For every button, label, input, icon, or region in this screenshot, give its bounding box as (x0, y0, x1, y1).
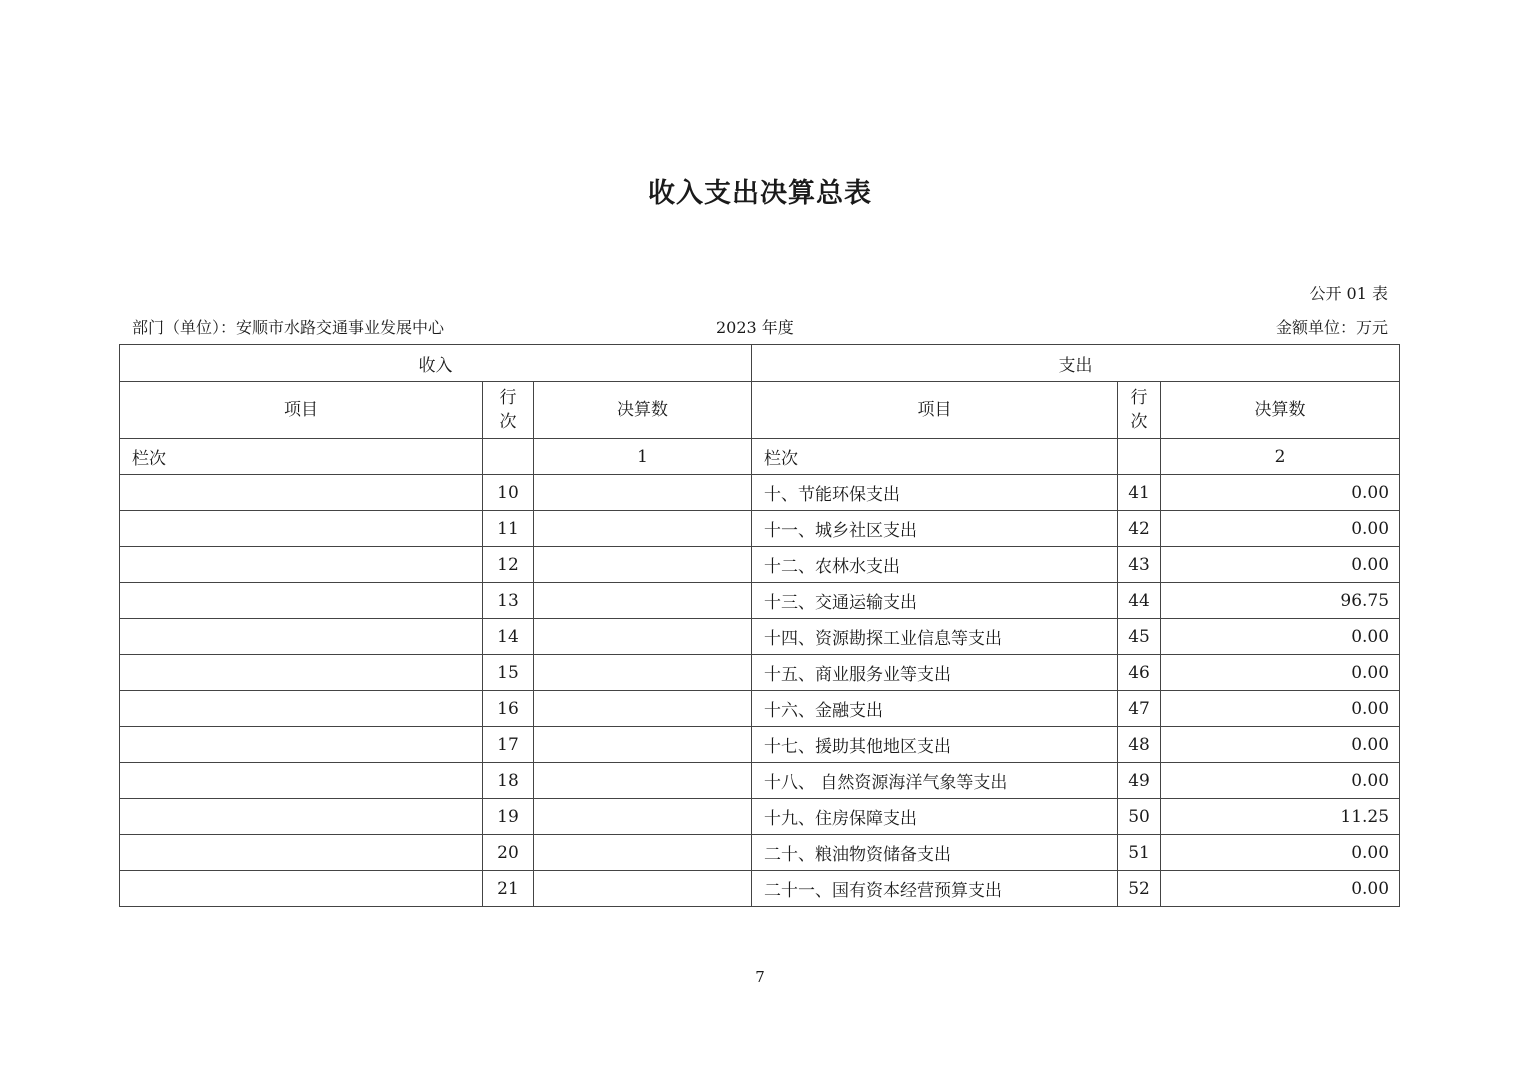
expense-item-cell: 二十、粮油物资储备支出 (752, 835, 1118, 871)
column-index-row (120, 439, 1400, 475)
expense-row-no-cell: 50 (1118, 799, 1161, 835)
income-amount-cell (534, 511, 752, 547)
department-label: 部门（单位）：安顺市水路交通事业发展中心 (132, 318, 445, 337)
table-row (120, 835, 1400, 871)
column-index-left: 1 (534, 439, 752, 475)
table-row (120, 871, 1400, 907)
table-row (120, 799, 1400, 835)
expense-amount-cell: 0.00 (1161, 691, 1400, 727)
income-row-no-cell: 17 (483, 727, 534, 763)
page-title: 收入支出决算总表 (648, 178, 872, 209)
income-amount-cell (534, 799, 752, 835)
expense-item-cell: 十七、援助其他地区支出 (752, 727, 1118, 763)
expense-row-no-header: 行 次 (1118, 382, 1161, 439)
income-amount-cell (534, 475, 752, 511)
expense-row-no-cell: 52 (1118, 871, 1161, 907)
fiscal-year-label: 2023 年度 (716, 318, 794, 337)
income-row-no-cell: 15 (483, 655, 534, 691)
expense-row-no-cell: 44 (1118, 583, 1161, 619)
expense-amount-cell: 11.25 (1161, 799, 1400, 835)
expense-item-cell: 二十一、国有资本经营预算支出 (752, 871, 1118, 907)
income-item-cell (120, 763, 483, 799)
table-row (120, 619, 1400, 655)
income-amount-cell (534, 547, 752, 583)
expense-row-no-cell: 51 (1118, 835, 1161, 871)
expense-amount-cell: 0.00 (1161, 871, 1400, 907)
expense-amount-cell: 0.00 (1161, 727, 1400, 763)
page-number: 7 (755, 968, 765, 986)
table-row (120, 547, 1400, 583)
table-row (120, 583, 1400, 619)
expense-item-cell: 十三、交通运输支出 (752, 583, 1118, 619)
income-item-cell (120, 475, 483, 511)
table-row (120, 727, 1400, 763)
expense-amount-cell: 0.00 (1161, 835, 1400, 871)
income-amount-cell (534, 727, 752, 763)
expense-item-cell: 十四、资源勘探工业信息等支出 (752, 619, 1118, 655)
income-item-cell (120, 799, 483, 835)
expense-amount-cell: 0.00 (1161, 619, 1400, 655)
expense-item-header: 项目 (752, 382, 1118, 439)
income-amount-cell (534, 583, 752, 619)
income-row-no-cell: 13 (483, 583, 534, 619)
income-amount-cell (534, 655, 752, 691)
section-header-row (120, 345, 1400, 382)
expense-row-no-cell: 48 (1118, 727, 1161, 763)
expense-item-cell: 十八、 自然资源海洋气象等支出 (752, 763, 1118, 799)
table-row (120, 655, 1400, 691)
income-item-cell (120, 655, 483, 691)
income-item-cell (120, 727, 483, 763)
income-item-cell (120, 583, 483, 619)
income-amount-cell (534, 835, 752, 871)
expense-item-cell: 十、节能环保支出 (752, 475, 1118, 511)
expense-row-no-cell: 41 (1118, 475, 1161, 511)
income-item-cell (120, 511, 483, 547)
expense-row-no-cell: 47 (1118, 691, 1161, 727)
income-item-cell (120, 835, 483, 871)
column-index-right: 2 (1161, 439, 1400, 475)
income-amount-cell (534, 691, 752, 727)
expense-row-no-cell: 45 (1118, 619, 1161, 655)
income-row-no-cell: 16 (483, 691, 534, 727)
expense-item-cell: 十六、金融支出 (752, 691, 1118, 727)
table-row (120, 763, 1400, 799)
income-row-no-cell: 11 (483, 511, 534, 547)
expense-row-no-cell: 46 (1118, 655, 1161, 691)
income-item-cell (120, 691, 483, 727)
income-row-no-cell: 21 (483, 871, 534, 907)
income-row-no-cell: 20 (483, 835, 534, 871)
table-row (120, 475, 1400, 511)
income-item-cell (120, 619, 483, 655)
column-index-label-right: 栏次 (752, 439, 1118, 475)
expense-amount-header: 决算数 (1161, 382, 1400, 439)
expense-amount-cell: 0.00 (1161, 763, 1400, 799)
income-amount-cell (534, 871, 752, 907)
income-row-no-cell: 19 (483, 799, 534, 835)
expense-amount-cell: 0.00 (1161, 547, 1400, 583)
expense-row-no-cell: 43 (1118, 547, 1161, 583)
income-header: 收入 (120, 345, 752, 382)
income-row-no-cell: 14 (483, 619, 534, 655)
form-number: 公开 01 表 (1309, 284, 1388, 303)
table-row (120, 691, 1400, 727)
expense-row-no-cell: 42 (1118, 511, 1161, 547)
income-amount-header: 决算数 (534, 382, 752, 439)
income-row-no-header: 行 次 (483, 382, 534, 439)
expense-amount-cell: 0.00 (1161, 475, 1400, 511)
expense-item-cell: 十一、城乡社区支出 (752, 511, 1118, 547)
expense-amount-cell: 96.75 (1161, 583, 1400, 619)
expense-amount-cell: 0.00 (1161, 511, 1400, 547)
column-index-label-left: 栏次 (120, 439, 483, 475)
income-row-no-cell: 12 (483, 547, 534, 583)
expense-item-cell: 十九、住房保障支出 (752, 799, 1118, 835)
income-item-cell (120, 871, 483, 907)
income-row-no-cell: 10 (483, 475, 534, 511)
column-index-blank-right (1118, 439, 1161, 475)
income-row-no-cell: 18 (483, 763, 534, 799)
column-header-row (120, 382, 1400, 439)
expense-amount-cell: 0.00 (1161, 655, 1400, 691)
income-amount-cell (534, 763, 752, 799)
income-item-cell (120, 547, 483, 583)
income-amount-cell (534, 619, 752, 655)
expense-header: 支出 (752, 345, 1400, 382)
income-expense-table (119, 344, 1400, 907)
expense-item-cell: 十五、商业服务业等支出 (752, 655, 1118, 691)
expense-row-no-cell: 49 (1118, 763, 1161, 799)
expense-item-cell: 十二、农林水支出 (752, 547, 1118, 583)
table-row (120, 511, 1400, 547)
amount-unit-label: 金额单位：万元 (1275, 318, 1388, 337)
column-index-blank-left (483, 439, 534, 475)
income-item-header: 项目 (120, 382, 483, 439)
